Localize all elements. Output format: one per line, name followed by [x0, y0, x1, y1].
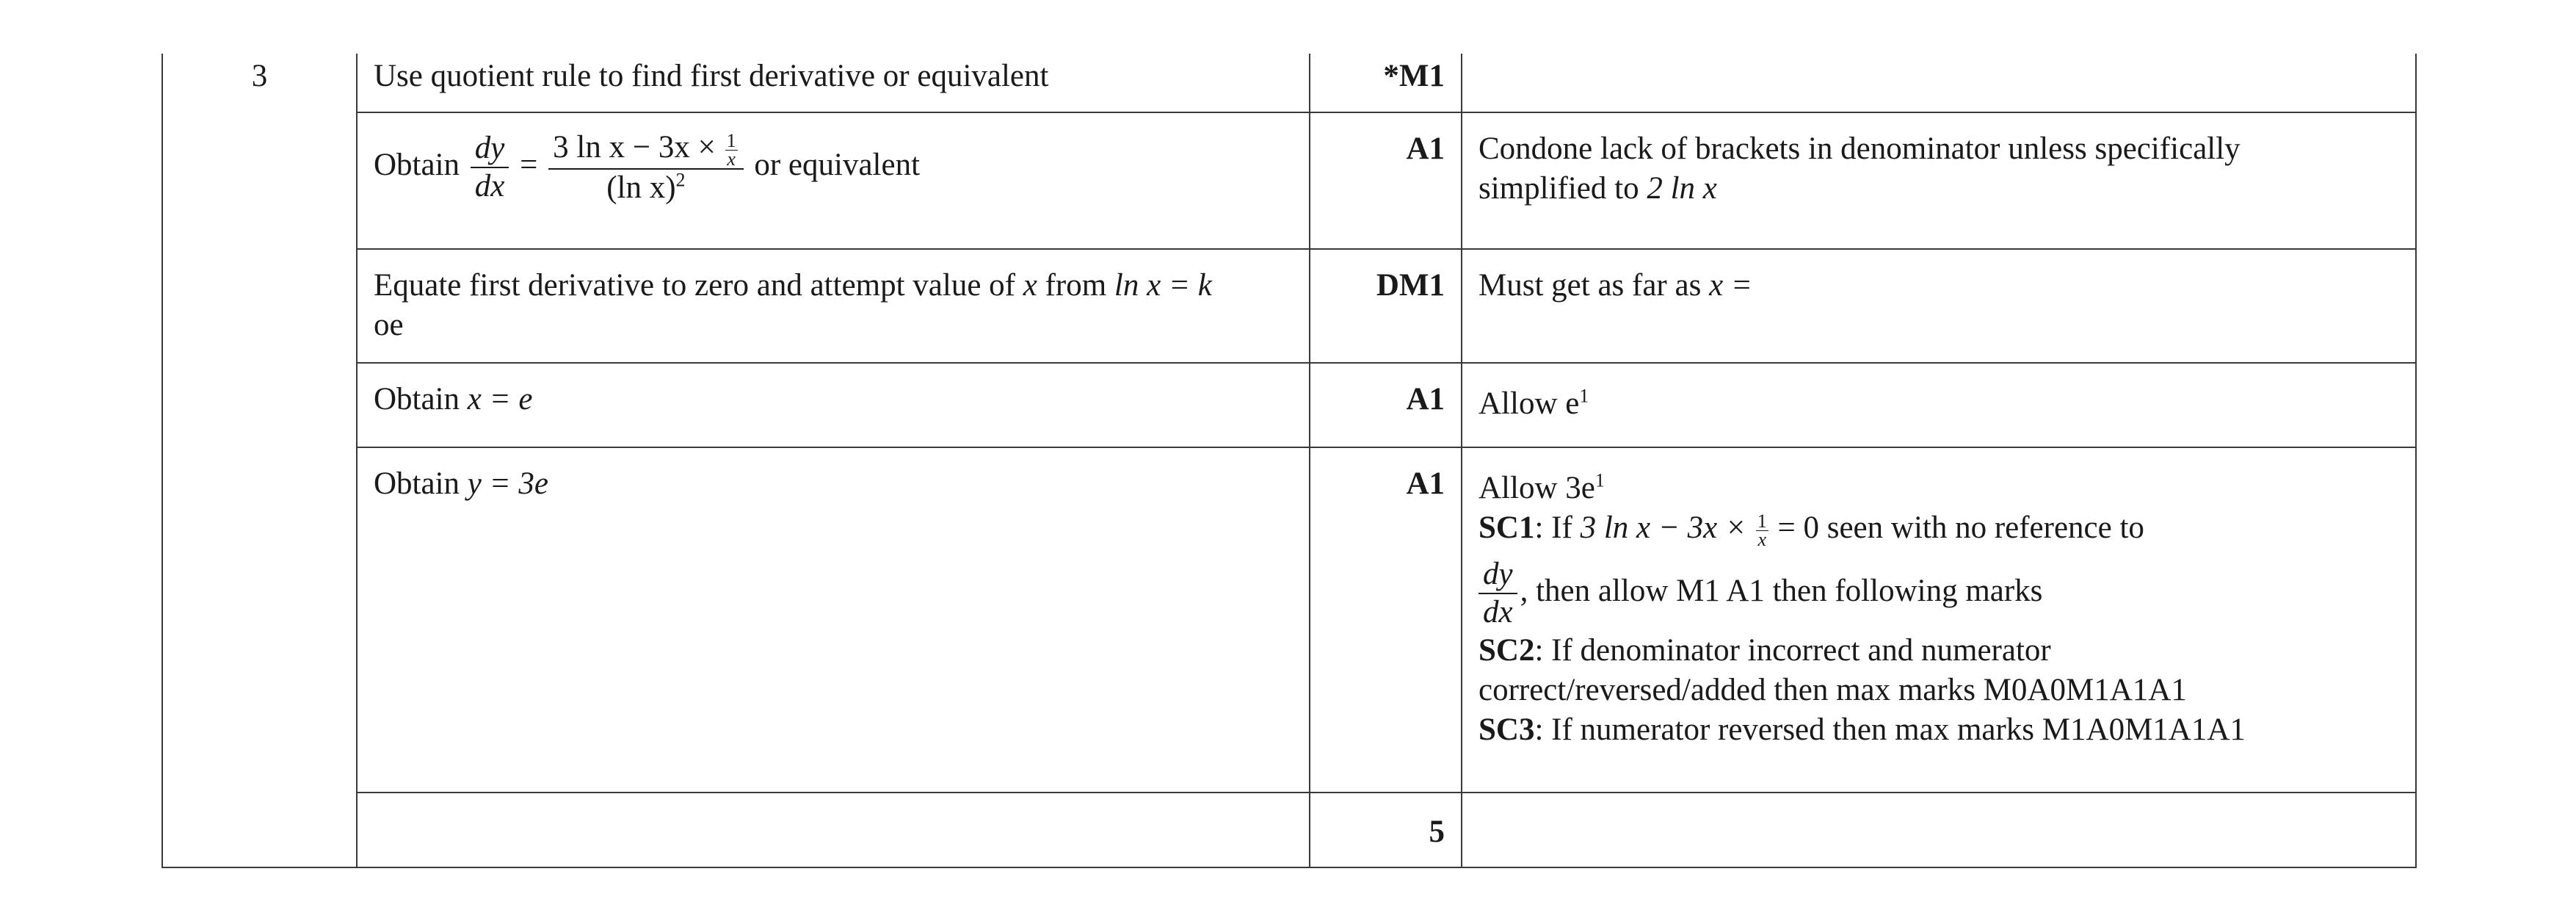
sc1-text-c: , then allow M1 A1 then following marks [1520, 573, 2043, 608]
sc1-text-b: seen with no reference to [1826, 510, 2144, 545]
answer-prefix: Obtain [374, 148, 460, 183]
mark-cell [1310, 249, 1462, 363]
quotient-numerator [548, 129, 743, 170]
answer-cell [357, 54, 1310, 112]
sc1-dx: dx [1483, 594, 1513, 629]
quotient-denominator [548, 170, 743, 206]
small-fraction [725, 129, 738, 170]
mark-label: *M1 [1383, 59, 1445, 93]
total-mark-cell [1310, 793, 1462, 867]
answer-from: from [1045, 268, 1107, 303]
quotient-fraction [548, 129, 743, 206]
mark-scheme-table [162, 54, 2417, 868]
guidance-cell [1462, 54, 2416, 112]
question-number-cell [162, 112, 357, 249]
mark-cell [1310, 363, 1462, 447]
guidance-cell [1462, 363, 2416, 447]
question-number-cell [162, 249, 357, 363]
mark-cell [1310, 112, 1462, 249]
small-denominator: x [727, 148, 736, 170]
allow-base: e [1581, 471, 1595, 505]
sc1-eq: = 0 [1777, 510, 1819, 545]
answer-cell [357, 363, 1310, 447]
sc2-line-b: correct/reversed/added then max marks M0A0M1A1A1 [1479, 672, 2187, 707]
allow-power: 1 [1594, 469, 1605, 491]
sc1-small-numerator: 1 [1757, 510, 1767, 532]
question-number-cell [162, 793, 357, 867]
sc2-text: : If denominator incorrect and numerator [1534, 632, 2051, 668]
guidance-cell [1462, 112, 2416, 249]
mark-label: DM1 [1376, 268, 1445, 303]
table-row [162, 447, 2416, 793]
equals-sign: = [520, 148, 538, 183]
sc2-line [1479, 631, 2399, 671]
sc2-label: SC2 [1479, 632, 1535, 668]
dy-text: dy [471, 130, 509, 168]
guidance-prefix: Allow [1479, 386, 1558, 421]
sc1-math: 3 ln x − 3x × [1580, 510, 1746, 545]
answer-prefix: Obtain [374, 382, 460, 416]
dx-text: dx [474, 169, 505, 204]
derivative-fraction [471, 130, 509, 205]
sc1-small-fraction [1756, 510, 1768, 550]
total-mark: 5 [1429, 815, 1445, 849]
guidance-math: 2 ln x [1647, 171, 1717, 206]
table-row [162, 363, 2416, 447]
sc3-text: : If numerator reversed then max marks M1A0M1A1A1 [1534, 712, 2246, 747]
sc1-small-denominator: x [1757, 528, 1766, 550]
guidance-power: 1 [1579, 385, 1589, 407]
denominator-text: (ln x) [606, 170, 676, 205]
sc3-line [1479, 710, 2399, 750]
allow-line [1479, 469, 2399, 508]
small-numerator: 1 [726, 129, 736, 151]
table-row [162, 249, 2416, 363]
total-row [162, 793, 2416, 867]
guidance-prefix: Must get as far as [1479, 268, 1702, 303]
sc1-line [1479, 508, 2399, 549]
question-number-cell [162, 363, 357, 447]
question-number: 3 [251, 59, 268, 93]
mark-cell [1310, 447, 1462, 793]
answer-cell [357, 447, 1310, 793]
question-number-cell [162, 447, 357, 793]
answer-math: x = e [467, 382, 533, 416]
answer-suffix: or equivalent [754, 148, 921, 183]
sc1-label: SC1 [1479, 510, 1535, 545]
answer-prefix: Obtain [374, 466, 460, 501]
mark-label: A1 [1406, 382, 1445, 416]
table-row [162, 112, 2416, 249]
answer-math: y = 3e [467, 466, 548, 501]
answer-text-b: oe [374, 308, 404, 342]
guidance-math: x = [1709, 268, 1752, 303]
question-number-cell [162, 54, 357, 112]
answer-var: x [1023, 268, 1037, 303]
guidance-base: e [1565, 386, 1580, 421]
table-row [162, 54, 2416, 112]
guidance-prefix: simplified to [1479, 171, 1639, 206]
guidance-cell [1462, 793, 2416, 867]
answer-text: Use quotient rule to find first derivative or equivalent [374, 59, 1049, 93]
sc3-label: SC3 [1479, 712, 1535, 747]
answer-cell [357, 249, 1310, 363]
sc1-deriv-line [1479, 556, 2399, 631]
guidance-cell [1462, 249, 2416, 363]
allow-prefix: Allow 3 [1479, 471, 1581, 505]
mark-label: A1 [1406, 466, 1445, 501]
denominator-power: 2 [675, 169, 686, 191]
answer-cell [357, 793, 1310, 867]
guidance-line [1479, 169, 2399, 209]
mark-label: A1 [1406, 131, 1445, 166]
guidance-cell [1462, 447, 2416, 793]
answer-cell [357, 112, 1310, 249]
numerator-text: 3 ln x − 3x × [553, 130, 716, 165]
answer-text: Equate first derivative to zero and attempt value of [374, 268, 1015, 303]
answer-math: ln x = k [1114, 268, 1212, 303]
sc1-text: : If [1534, 510, 1572, 545]
mark-cell [1310, 54, 1462, 112]
guidance-line: Condone lack of brackets in denominator unless specifically [1479, 131, 2241, 166]
sc1-dy: dy [1479, 556, 1517, 594]
sc1-derivative-fraction [1479, 556, 1517, 631]
